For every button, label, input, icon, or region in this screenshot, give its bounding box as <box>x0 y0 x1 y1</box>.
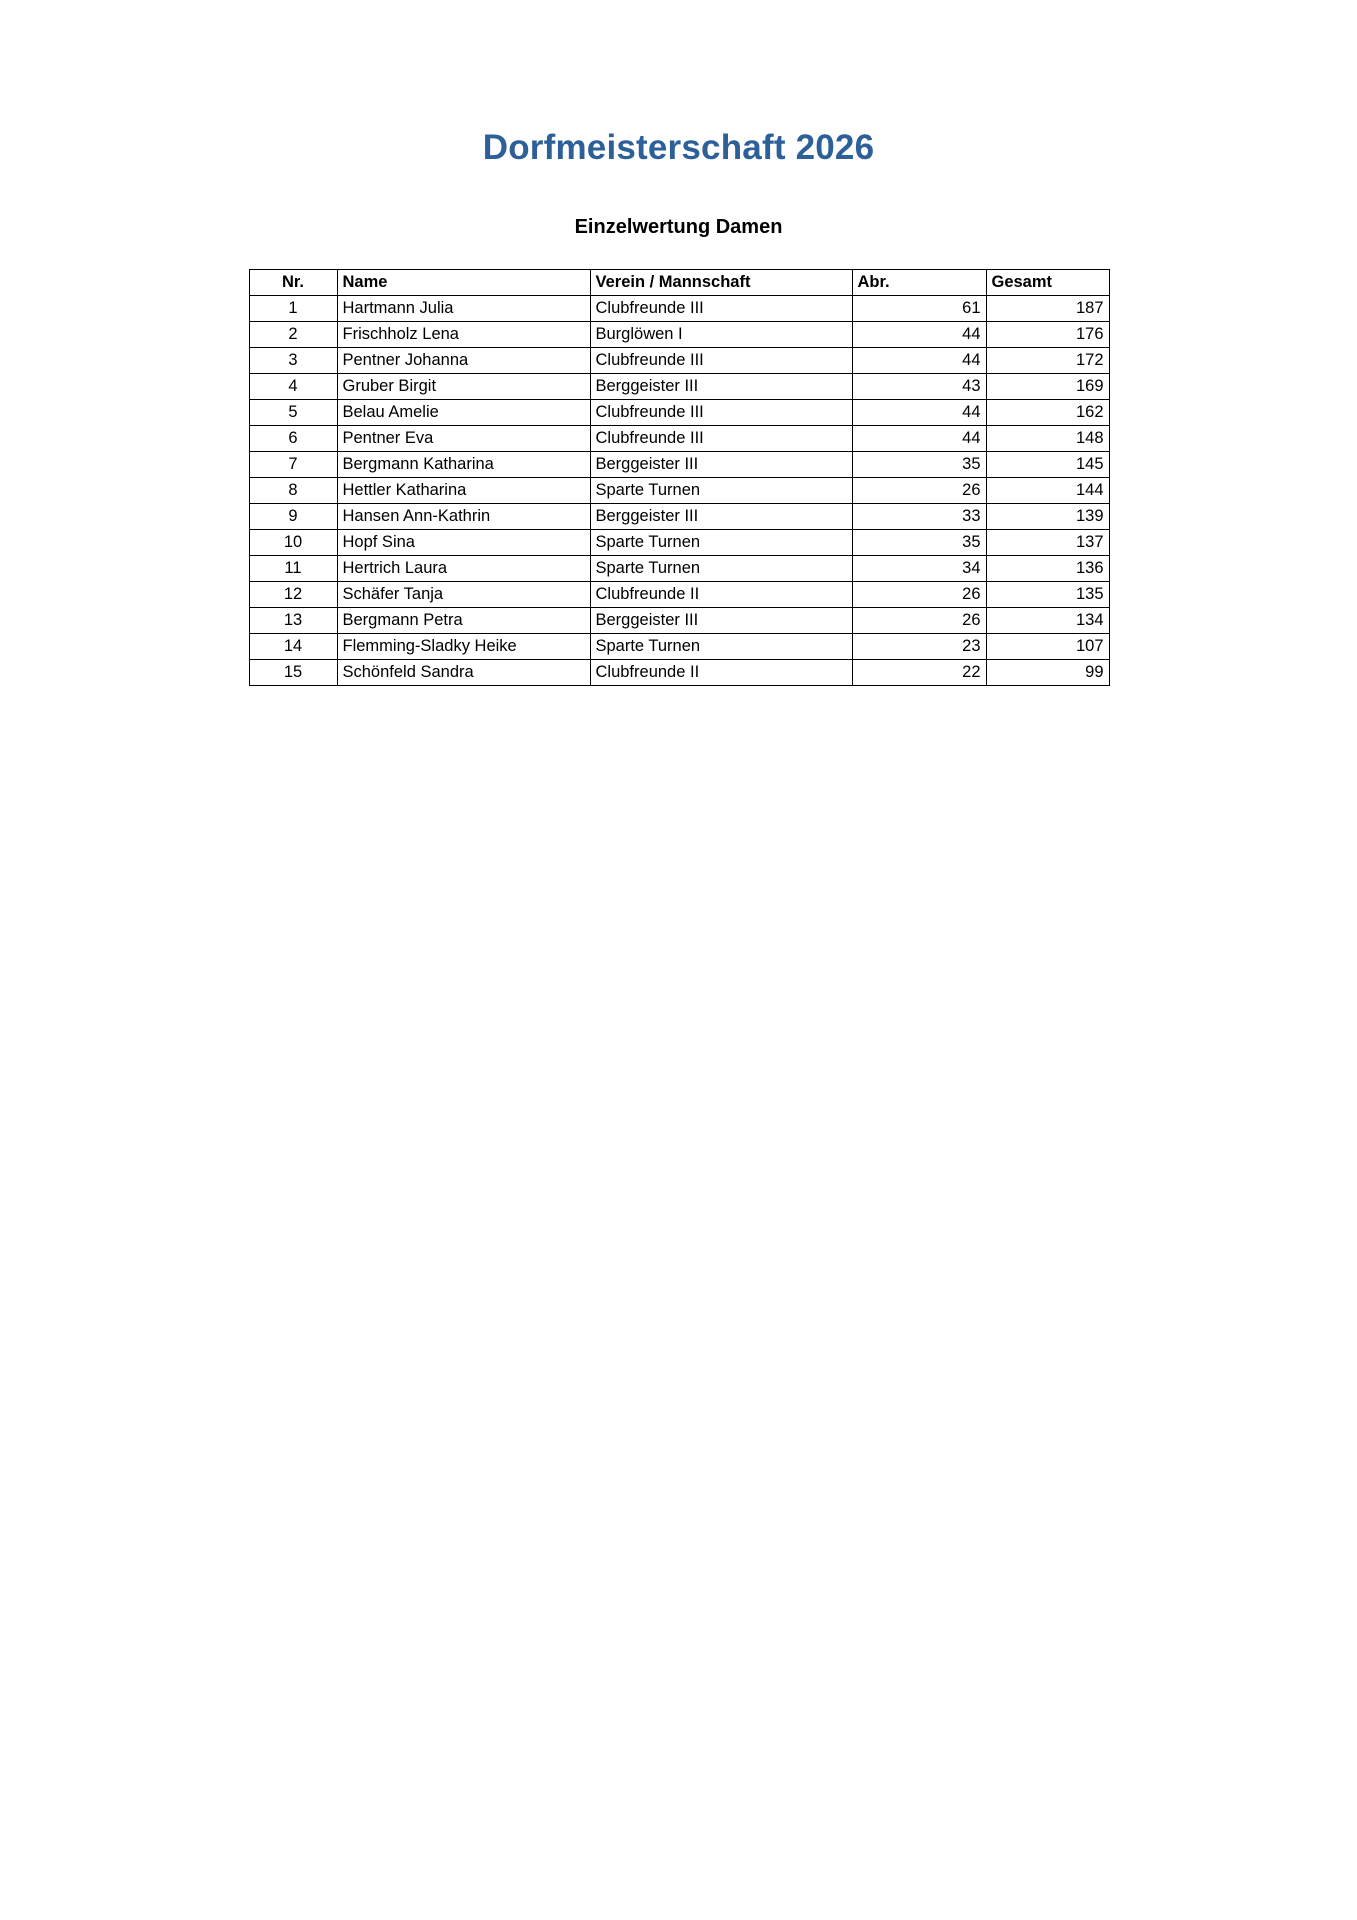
column-header-gesamt: Gesamt <box>986 270 1109 296</box>
cell-verein: Clubfreunde II <box>590 582 852 608</box>
cell-abr: 44 <box>852 322 986 348</box>
column-header-abr: Abr. <box>852 270 986 296</box>
table-row <box>249 426 1109 452</box>
section-title: Einzelwertung Damen <box>574 216 783 238</box>
table-row <box>249 660 1109 686</box>
cell-nr: 8 <box>249 478 337 504</box>
cell-name: Hettler Katharina <box>337 478 590 504</box>
cell-name: Gruber Birgit <box>337 374 590 400</box>
cell-gesamt: 139 <box>986 504 1109 530</box>
cell-name: Frischholz Lena <box>337 322 590 348</box>
cell-gesamt: 99 <box>986 660 1109 686</box>
cell-gesamt: 137 <box>986 530 1109 556</box>
results-table-container <box>249 269 1109 686</box>
table-row <box>249 634 1109 660</box>
table-row <box>249 530 1109 556</box>
table-row <box>249 608 1109 634</box>
cell-verein: Sparte Turnen <box>590 530 852 556</box>
results-table <box>249 269 1110 686</box>
table-row <box>249 348 1109 374</box>
cell-nr: 7 <box>249 452 337 478</box>
cell-verein: Clubfreunde III <box>590 400 852 426</box>
cell-gesamt: 148 <box>986 426 1109 452</box>
cell-verein: Clubfreunde III <box>590 296 852 322</box>
cell-abr: 44 <box>852 348 986 374</box>
cell-nr: 11 <box>249 556 337 582</box>
cell-gesamt: 135 <box>986 582 1109 608</box>
cell-gesamt: 145 <box>986 452 1109 478</box>
cell-verein: Clubfreunde II <box>590 660 852 686</box>
cell-verein: Sparte Turnen <box>590 634 852 660</box>
cell-abr: 35 <box>852 530 986 556</box>
cell-verein: Berggeister III <box>590 504 852 530</box>
cell-gesamt: 172 <box>986 348 1109 374</box>
cell-gesamt: 134 <box>986 608 1109 634</box>
cell-gesamt: 136 <box>986 556 1109 582</box>
column-header-verein: Verein / Mannschaft <box>590 270 852 296</box>
table-row <box>249 556 1109 582</box>
cell-nr: 15 <box>249 660 337 686</box>
table-header-row <box>249 270 1109 296</box>
cell-name: Schäfer Tanja <box>337 582 590 608</box>
cell-abr: 43 <box>852 374 986 400</box>
column-header-name: Name <box>337 270 590 296</box>
page-title: Dorfmeisterschaft 2026 <box>482 128 875 167</box>
cell-gesamt: 187 <box>986 296 1109 322</box>
table-body <box>249 296 1109 686</box>
cell-name: Pentner Johanna <box>337 348 590 374</box>
cell-verein: Berggeister III <box>590 608 852 634</box>
cell-verein: Sparte Turnen <box>590 556 852 582</box>
cell-abr: 44 <box>852 426 986 452</box>
cell-name: Bergmann Katharina <box>337 452 590 478</box>
cell-name: Schönfeld Sandra <box>337 660 590 686</box>
cell-gesamt: 169 <box>986 374 1109 400</box>
cell-nr: 14 <box>249 634 337 660</box>
column-header-nr: Nr. <box>249 270 337 296</box>
cell-nr: 4 <box>249 374 337 400</box>
table-header <box>249 270 1109 296</box>
cell-abr: 44 <box>852 400 986 426</box>
cell-abr: 26 <box>852 608 986 634</box>
table-row <box>249 374 1109 400</box>
table-row <box>249 296 1109 322</box>
cell-nr: 12 <box>249 582 337 608</box>
cell-abr: 61 <box>852 296 986 322</box>
cell-nr: 2 <box>249 322 337 348</box>
table-row <box>249 322 1109 348</box>
cell-nr: 10 <box>249 530 337 556</box>
table-row <box>249 582 1109 608</box>
table-row <box>249 400 1109 426</box>
table-row <box>249 478 1109 504</box>
cell-abr: 34 <box>852 556 986 582</box>
cell-nr: 1 <box>249 296 337 322</box>
cell-name: Hopf Sina <box>337 530 590 556</box>
cell-nr: 13 <box>249 608 337 634</box>
cell-name: Hertrich Laura <box>337 556 590 582</box>
cell-gesamt: 176 <box>986 322 1109 348</box>
cell-name: Hartmann Julia <box>337 296 590 322</box>
cell-gesamt: 144 <box>986 478 1109 504</box>
cell-verein: Burglöwen I <box>590 322 852 348</box>
cell-name: Flemming-Sladky Heike <box>337 634 590 660</box>
cell-gesamt: 162 <box>986 400 1109 426</box>
cell-verein: Berggeister III <box>590 452 852 478</box>
cell-abr: 23 <box>852 634 986 660</box>
cell-abr: 33 <box>852 504 986 530</box>
cell-abr: 26 <box>852 582 986 608</box>
cell-name: Belau Amelie <box>337 400 590 426</box>
cell-nr: 5 <box>249 400 337 426</box>
cell-name: Pentner Eva <box>337 426 590 452</box>
cell-abr: 35 <box>852 452 986 478</box>
cell-name: Hansen Ann-Kathrin <box>337 504 590 530</box>
cell-verein: Clubfreunde III <box>590 348 852 374</box>
cell-verein: Berggeister III <box>590 374 852 400</box>
cell-abr: 26 <box>852 478 986 504</box>
table-row <box>249 452 1109 478</box>
cell-nr: 6 <box>249 426 337 452</box>
cell-nr: 3 <box>249 348 337 374</box>
table-row <box>249 504 1109 530</box>
cell-name: Bergmann Petra <box>337 608 590 634</box>
cell-abr: 22 <box>852 660 986 686</box>
cell-verein: Sparte Turnen <box>590 478 852 504</box>
cell-verein: Clubfreunde III <box>590 426 852 452</box>
cell-gesamt: 107 <box>986 634 1109 660</box>
cell-nr: 9 <box>249 504 337 530</box>
